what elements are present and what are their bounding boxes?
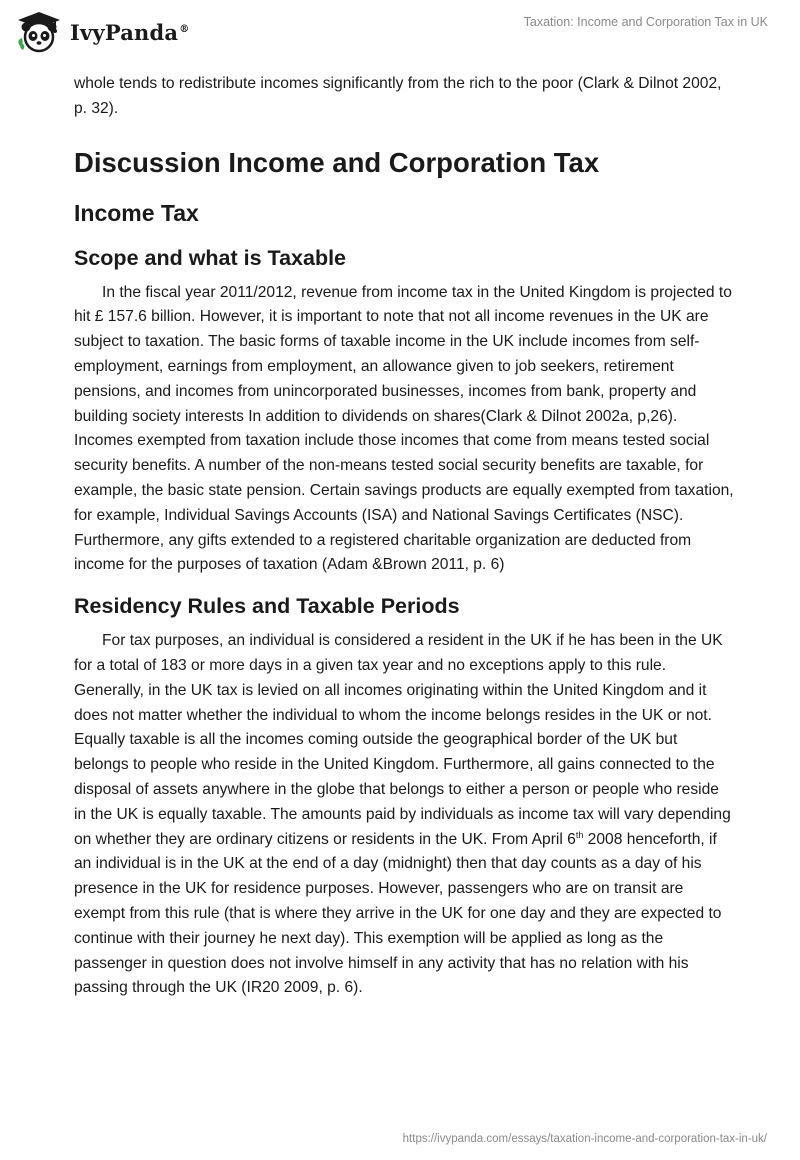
scope-paragraph: In the fiscal year 2011/2012, revenue from income tax in the United Kingdom is projected to hit £ 157.6 billion. However, it is important to note that not all income revenues in the UK are subject to taxation. The basic forms of taxable income in the UK include incomes from self-employment, earnings from employment, an allowance given to job seekers, retirement pensions, and incomes from unincorporated businesses, incomes from bank, property and building society interests In addition to dividends on shares(Clark & Dilnot 2002a, p,26). Incomes exempted from taxation include those incomes that come from means tested social security benefits. A number of the non-means tested social security benefits are taxable, for example, the basic state pension. Certain savings products are equally exempted from taxation, for example, Individual Savings Accounts (ISA) and National Savings Certificates (NSC). Furthermore, any gifts extended to a registered charitable organization are deducted from income for the purposes of taxation (Adam &Brown 2011, p. 6) — [74, 283, 734, 574]
intro-paragraph: whole tends to redistribute incomes significantly from the rich to the poor (Clark & Dilnot 2002, p. 32). — [74, 75, 722, 117]
document-title: Taxation: Income and Corporation Tax in UK — [523, 15, 768, 29]
essay-content — [74, 72, 734, 1001]
residency-heading: Residency Rules and Taxable Periods — [74, 594, 460, 619]
residency-paragraph — [74, 629, 734, 1001]
ordinal-suffix: th — [575, 829, 584, 840]
page-header — [0, 0, 800, 62]
source-url[interactable]: https://ivypanda.com/essays/taxation-income-and-corporation-tax-in-uk/ — [402, 1133, 767, 1145]
income-tax-heading: Income Tax — [74, 199, 199, 226]
residency-text-part1: For tax purposes, an individual is considered a resident in the UK if he has been in the UK for a total of 183 or more days in a given tax year and no exceptions apply to this rule. Generally, in the UK tax is levied on all incomes originating within the United Kingdom and it does not matter whether the individual to whom the income belongs resides in the UK or not. Equally taxable is all the incomes coming outside the geographical border of the UK but belongs to people who reside in the United Kingdom. Furthermore, all gains connected to the disposal of assets anywhere in the globe that belongs to either a person or people who reside in the UK is equally taxable. The amounts paid by individuals as income tax will vary depending on whether they are ordinary citizens or residents in the UK. From April 6 — [74, 632, 731, 848]
residency-text-part2: 2008 henceforth, if an individual is in the UK at the end of a day (midnight) then that day counts as a day of his presence in the UK for residence purposes. However, passengers who are on transit are exempt from this rule (that is where they arrive in the UK for one day and they are expected to continue with their journey he next day). This exemption will be applied as long as the passenger in question does not involve himself in any activity that has no relation with his passing through the UK (IR20 2009, p. 6). — [74, 830, 722, 997]
panda-logo-icon — [14, 10, 64, 54]
main-heading: Discussion Income and Corporation Tax — [74, 146, 600, 178]
brand-name: IvyPanda® — [70, 19, 190, 45]
brand-logo[interactable] — [14, 10, 189, 54]
scope-heading: Scope and what is Taxable — [74, 245, 347, 270]
